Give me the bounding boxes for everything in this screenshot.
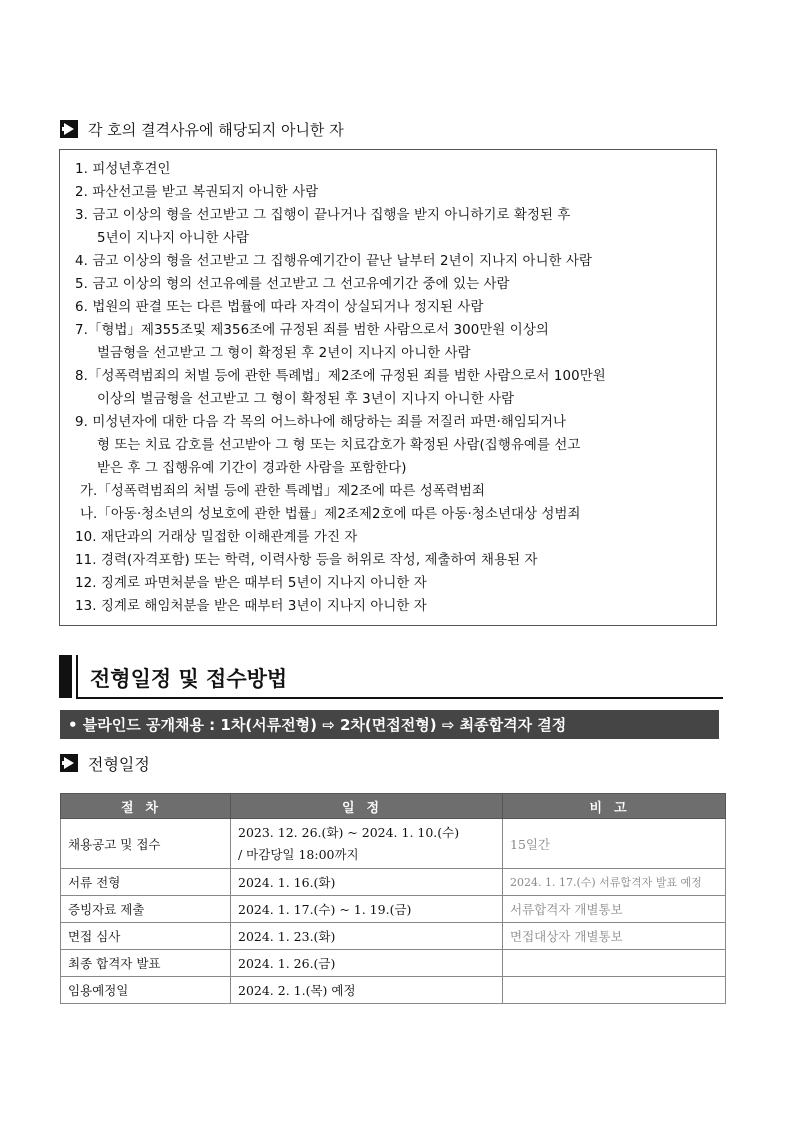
disq-line: 4. 금고 이상의 형을 선고받고 그 집행유예기간이 끝난 날부터 2년이 지나지 아니한 사람: [75, 254, 593, 269]
cell-date-line2: / 마감당일 18:00까지: [238, 846, 359, 862]
schedule-table: [60, 793, 726, 1004]
cell-step: 최종 합격자 발표: [61, 950, 231, 977]
cell-note: [503, 950, 726, 977]
section2-heading: [60, 752, 150, 774]
disq-line: 10. 재단과의 거래상 밀접한 이해관계를 가진 자: [75, 530, 358, 545]
disq-line: 11. 경력(자격포함) 또는 학력, 이력사항 등을 허위로 작성, 제출하여 채용된 자: [75, 553, 538, 568]
cell-step: 면접 심사: [61, 923, 231, 950]
disq-line: 7.「형법」제355조및 제356조에 규정된 죄를 범한 사람으로서 300만원 이상의: [75, 323, 549, 338]
cell-note: [503, 977, 726, 1004]
header-date: 일정: [231, 794, 503, 819]
cell-date: 2024. 2. 1.(목) 예정: [231, 977, 503, 1004]
cell-note: 2024. 1. 17.(수) 서류합격자 발표 예정: [503, 869, 726, 896]
disq-line: 이상의 벌금형을 선고받고 그 형이 확정된 후 3년이 지나지 아니한 사람: [97, 392, 515, 407]
cell-date: 2024. 1. 17.(수) ~ 1. 19.(금): [231, 896, 503, 923]
title-bar-decor-thin: [76, 655, 78, 698]
section-title: [59, 655, 723, 699]
disq-line: 벌금형을 선고받고 그 형이 확정된 후 2년이 지나지 아니한 사람: [97, 346, 471, 361]
header-note: 비고: [503, 794, 726, 819]
table-row: [61, 950, 726, 977]
table-row: [61, 923, 726, 950]
table-row: [61, 896, 726, 923]
cell-date-line1: 2023. 12. 26.(화) ~ 2024. 1. 10.(수): [238, 824, 460, 840]
disqualification-box: [59, 149, 717, 626]
disq-line: 9. 미성년자에 대한 다음 각 목의 어느하나에 해당하는 죄를 저질러 파면·해임되거나: [75, 415, 567, 430]
disq-line: 8.「성폭력범죄의 처벌 등에 관한 특례법」제2조에 규정된 죄를 범한 사람으로서 100만원: [75, 369, 606, 384]
table-row: [61, 819, 726, 869]
disq-line: 1. 피성년후견인: [75, 162, 171, 177]
disq-line: 5. 금고 이상의 형의 선고유예를 선고받고 그 선고유예기간 중에 있는 사람: [75, 277, 510, 292]
cell-note: 서류합격자 개별통보: [503, 896, 726, 923]
cell-step: 증빙자료 제출: [61, 896, 231, 923]
title-underline: [76, 697, 723, 699]
section1-heading-text: 각 호의 결격사유에 해당되지 아니한 자: [88, 120, 344, 139]
blind-recruitment-bar: • 블라인드 공개채용 : 1차(서류전형) ⇨ 2차(면접전형) ⇨ 최종합격자 결정: [60, 710, 719, 739]
disq-line: 6. 법원의 판결 또는 다른 법률에 따라 자격이 상실되거나 정지된 사람: [75, 300, 484, 315]
section1-heading: [60, 118, 344, 140]
disq-line: 2. 파산선고를 받고 복권되지 아니한 사람: [75, 185, 319, 200]
cell-step: 임용예정일: [61, 977, 231, 1004]
cell-step: 서류 전형: [61, 869, 231, 896]
table-header-row: [61, 794, 726, 819]
disq-line: 12. 징계로 파면처분을 받은 때부터 5년이 지나지 아니한 자: [75, 576, 427, 591]
table-row: [61, 869, 726, 896]
disq-line: 13. 징계로 해임처분을 받은 때부터 3년이 지나지 아니한 자: [75, 599, 427, 614]
section-title-text: 전형일정 및 접수방법: [90, 667, 288, 691]
arrow-right-icon: [60, 754, 78, 772]
title-bar-decor: [59, 655, 72, 698]
disq-line: 나.「아동·청소년의 성보호에 관한 법률」제2조제2호에 따른 아동·청소년대상 성범죄: [80, 507, 581, 522]
disq-line: 가.「성폭력범죄의 처벌 등에 관한 특례법」제2조에 따른 성폭력범죄: [80, 484, 486, 499]
cell-note: 15일간: [503, 819, 726, 869]
cell-date: 2024. 1. 16.(화): [231, 869, 503, 896]
disq-line: 받은 후 그 집행유예 기간이 경과한 사람을 포함한다): [97, 461, 407, 476]
disq-line: 형 또는 치료 감호를 선고받아 그 형 또는 치료감호가 확정된 사람(집행유예를 선고: [97, 438, 581, 453]
cell-note: 면접대상자 개별통보: [503, 923, 726, 950]
cell-date: 2024. 1. 26.(금): [231, 950, 503, 977]
table-row: [61, 977, 726, 1004]
cell-date: 2024. 1. 23.(화): [231, 923, 503, 950]
disq-line: 5년이 지나지 아니한 사람: [97, 231, 250, 246]
cell-step: 채용공고 및 접수: [61, 819, 231, 869]
disq-line: 3. 금고 이상의 형을 선고받고 그 집행이 끝나거나 집행을 받지 아니하기로 확정된 후: [75, 208, 571, 223]
section2-heading-text: 전형일정: [88, 754, 150, 774]
header-step: 절차: [61, 794, 231, 819]
arrow-right-icon: [60, 120, 78, 138]
cell-date: [231, 819, 503, 869]
